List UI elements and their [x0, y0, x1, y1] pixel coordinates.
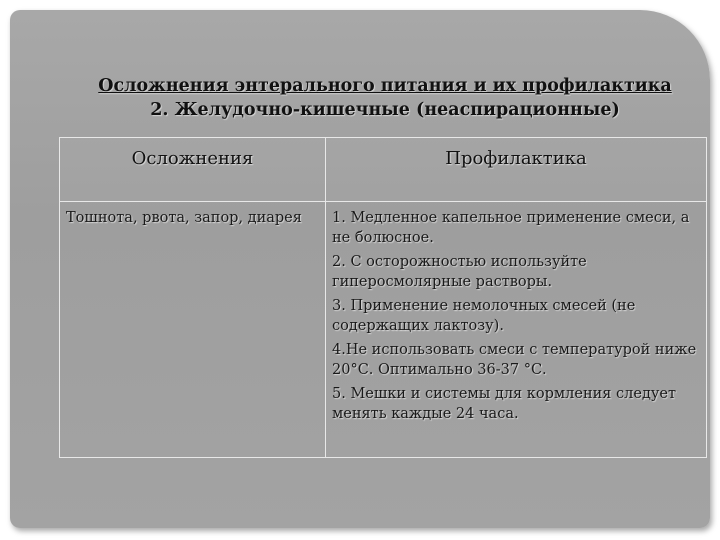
- title-main: Осложнения энтерального питания и их профилактика: [98, 76, 672, 96]
- header-prevention: Профилактика: [326, 138, 707, 202]
- table-header-row: [60, 138, 707, 202]
- prevention-item-1: 1. Медленное капельное применение смеси, а не болюсное.: [332, 210, 690, 246]
- table-row: [60, 202, 707, 458]
- title-subtitle: 2. Желудочно-кишечные (неаспирационные): [150, 100, 620, 120]
- header-complications: Осложнения: [60, 138, 326, 202]
- prevention-item-4: 4.Не использовать смеси с температурой ниже 20°С. Оптимально 36-37 °С.: [332, 342, 697, 378]
- prevention-item-3: 3. Применение немолочных смесей (не содержащих лактозу).: [332, 298, 636, 334]
- prevention-cell: [326, 202, 707, 458]
- prevention-item-2: 2. С осторожностью используйте гиперосмолярные растворы.: [332, 254, 587, 290]
- complications-table: [59, 137, 707, 458]
- complication-cell: Тошнота, рвота, запор, диарея: [60, 202, 326, 458]
- prevention-item-5: 5. Мешки и системы для кормления следует менять каждые 24 часа.: [332, 386, 676, 422]
- slide-title: [70, 74, 700, 122]
